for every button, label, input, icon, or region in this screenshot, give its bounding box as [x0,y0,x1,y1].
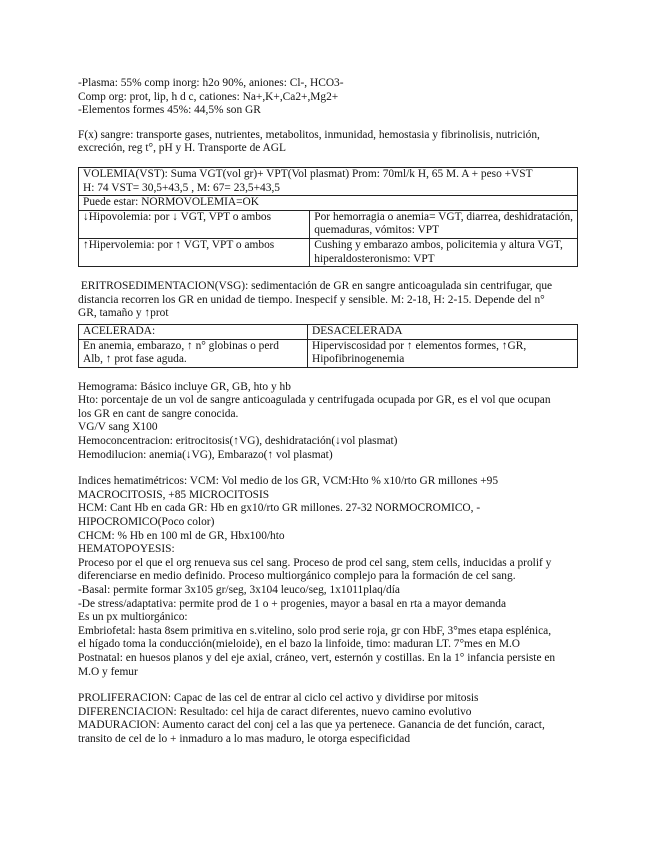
text-line: el hígado toma la conducción(mieloide), en el bazo la linfoide, timo: maduran LT. 7°mes en M.O [78,638,521,651]
volemia-table [78,167,578,267]
section-heading: HEMATOPOYESIS: [78,543,175,556]
text-line: CHCM: % Hb en 100 ml de GR, Hbx100/hto [78,529,285,542]
text-line: En anemia, embarazo, ↑ n° globinas o perd [83,339,279,352]
processes-section [78,692,578,746]
text-line: GR, tamaño y ↑prot [78,307,169,320]
blood-function-paragraph [78,129,578,156]
volemia-status-cell [79,196,578,211]
text-line: hiperaldosteronismo: VPT [314,252,435,265]
volemia-header-cell [79,167,578,195]
text-line: Por hemorragia o anemia= VGT, diarrea, deshidratación, [314,210,573,223]
text-line: DIFERENCIACION: Resultado: cel hija de caract diferentes, nuevo camino evolutivo [78,705,472,718]
text-line: diferenciarse en medio definido. Proceso multiorgánico complejo para la formación de cel sang. [78,570,516,583]
vsg-table [78,324,578,368]
text-line: VG/V sang X100 [78,421,158,434]
text-line: transito de cel de lo + inmaduro a lo mas maduro, le otorga especificidad [78,732,411,745]
text-line: quemaduras, vómitos: VPT [314,224,440,237]
text-line: Indices hematimétricos: VCM: Vol medio de los GR, VCM:Hto % x10/rto GR millones +95 [78,475,499,488]
hypovolemia-causes-cell [310,210,578,238]
text-line: -Plasma: 55% comp inorg: h2o 90%, aniones: Cl-, HCO3- [78,77,344,89]
text-line: F(x) sangre: transporte gases, nutrientes, metabolitos, inmunidad, hemostasia y fibrinolisis, nutrición, [78,128,540,141]
text-line: Puede estar: NORMOVOLEMIA=OK [83,196,259,209]
text-line: Hemoconcentracion: eritrocitosis(↑VG), deshidratación(↓vol plasmat) [78,435,398,448]
text-line: MACROCITOSIS, +85 MICROCITOSIS [78,488,270,501]
hypervolemia-causes-cell [310,238,578,266]
text-line: excreción, reg t°, pH y H. Transporte de AGL [78,142,286,155]
text-line: H: 74 VST= 30,5+43,5 , M: 67= 23,5+43,5 [83,181,280,194]
text-line: VOLEMIA(VST): Suma VGT(vol gr)+ VPT(Vol plasmat) Prom: 70ml/k H, 65 M. A + peso +VST [83,167,533,180]
text-line: ↑Hipervolemia: por ↑ VGT, VPT o ambos [83,238,275,251]
hypervolemia-cell [79,238,310,266]
text-line: Hiperviscosidad por ↑ elementos formes, ↑GR, [312,339,527,352]
vsg-paragraph [78,280,578,321]
text-line: Hto: porcentaje de un vol de sangre anticoagulada y centrifugada ocupada por GR, es el vol que ocupan [78,394,551,407]
indices-section [78,475,578,679]
text-line: Es un px multiorgánico: [78,611,188,624]
text-line: Comp org: prot, lip, h d c, cationes: Na+,K+,Ca2+,Mg2+ [78,90,339,103]
text-line: Hipofibrinogenemia [312,353,405,366]
text-line: -Elementos formes 45%: 44,5% son GR [78,104,261,117]
text-line: los GR en cant de sangre conocida. [78,407,239,420]
hypovolemia-cell [79,210,310,238]
text-line: distancia recorren los GR en unidad de tiempo. Inespecif y sensible. M: 2-18, H: 2-15. Depende del n° [78,293,545,306]
hemograma-section [78,381,578,463]
plasma-section [78,77,578,118]
text-line: M.O y femur [78,665,138,678]
text-line: ↓Hipovolemia: por ↓ VGT, VPT o ambos [83,210,272,223]
text-line: PROLIFERACION: Capac de las cel de entrar al ciclo cel activo y dividirse por mitosis [78,692,479,705]
decelerated-header: DESACELERADA [308,324,578,339]
text-line: Postnatal: en huesos planos y del eje axial, cráneo, vert, esternón y costillas. En la 1° infancia persiste en [78,651,556,664]
accelerated-header: ACELERADA: [79,324,308,339]
text-line: ERITROSEDIMENTACION(VSG): sedimentación de GR en sangre anticoagulada sin centrifugar, que [78,280,553,293]
document-page [78,77,578,747]
accelerated-cell [79,339,308,367]
text-line: Embriofetal: hasta 8sem primitiva en s.vitelino, solo prod serie roja, gr con HbF, 3°mes etapa esplénica, [78,624,552,637]
text-line: HCM: Cant Hb en cada GR: Hb en gx10/rto GR millones. 27-32 NORMOCROMICO, - [78,502,481,515]
decelerated-cell [308,339,578,367]
text-line: Cushing y embarazo ambos, policitemia y altura VGT, [314,238,563,251]
text-line: Alb, ↑ prot fase aguda. [83,353,187,366]
text-line: MADURACION: Aumento caract del conj cel a las que ya pertenece. Ganancia de det función, caract, [78,719,545,732]
text-line: -De stress/adaptativa: permite prod de 1 o + progenies, mayor a basal en rta a mayor demanda [78,597,507,610]
text-line: Hemodilucion: anemia(↓VG), Embarazo(↑ vol plasmat) [78,448,333,461]
text-line: HIPOCROMICO(Poco color) [78,516,215,529]
text-line: Hemograma: Básico incluye GR, GB, hto y hb [78,380,291,393]
text-line: Proceso por el que el org renueva sus cel sang. Proceso de prod cel sang, stem cells, inducidas a prolif y [78,556,552,569]
text-line: -Basal: permite formar 3x105 gr/seg, 3x104 leuco/seg, 1x1011plaq/día [78,584,400,596]
